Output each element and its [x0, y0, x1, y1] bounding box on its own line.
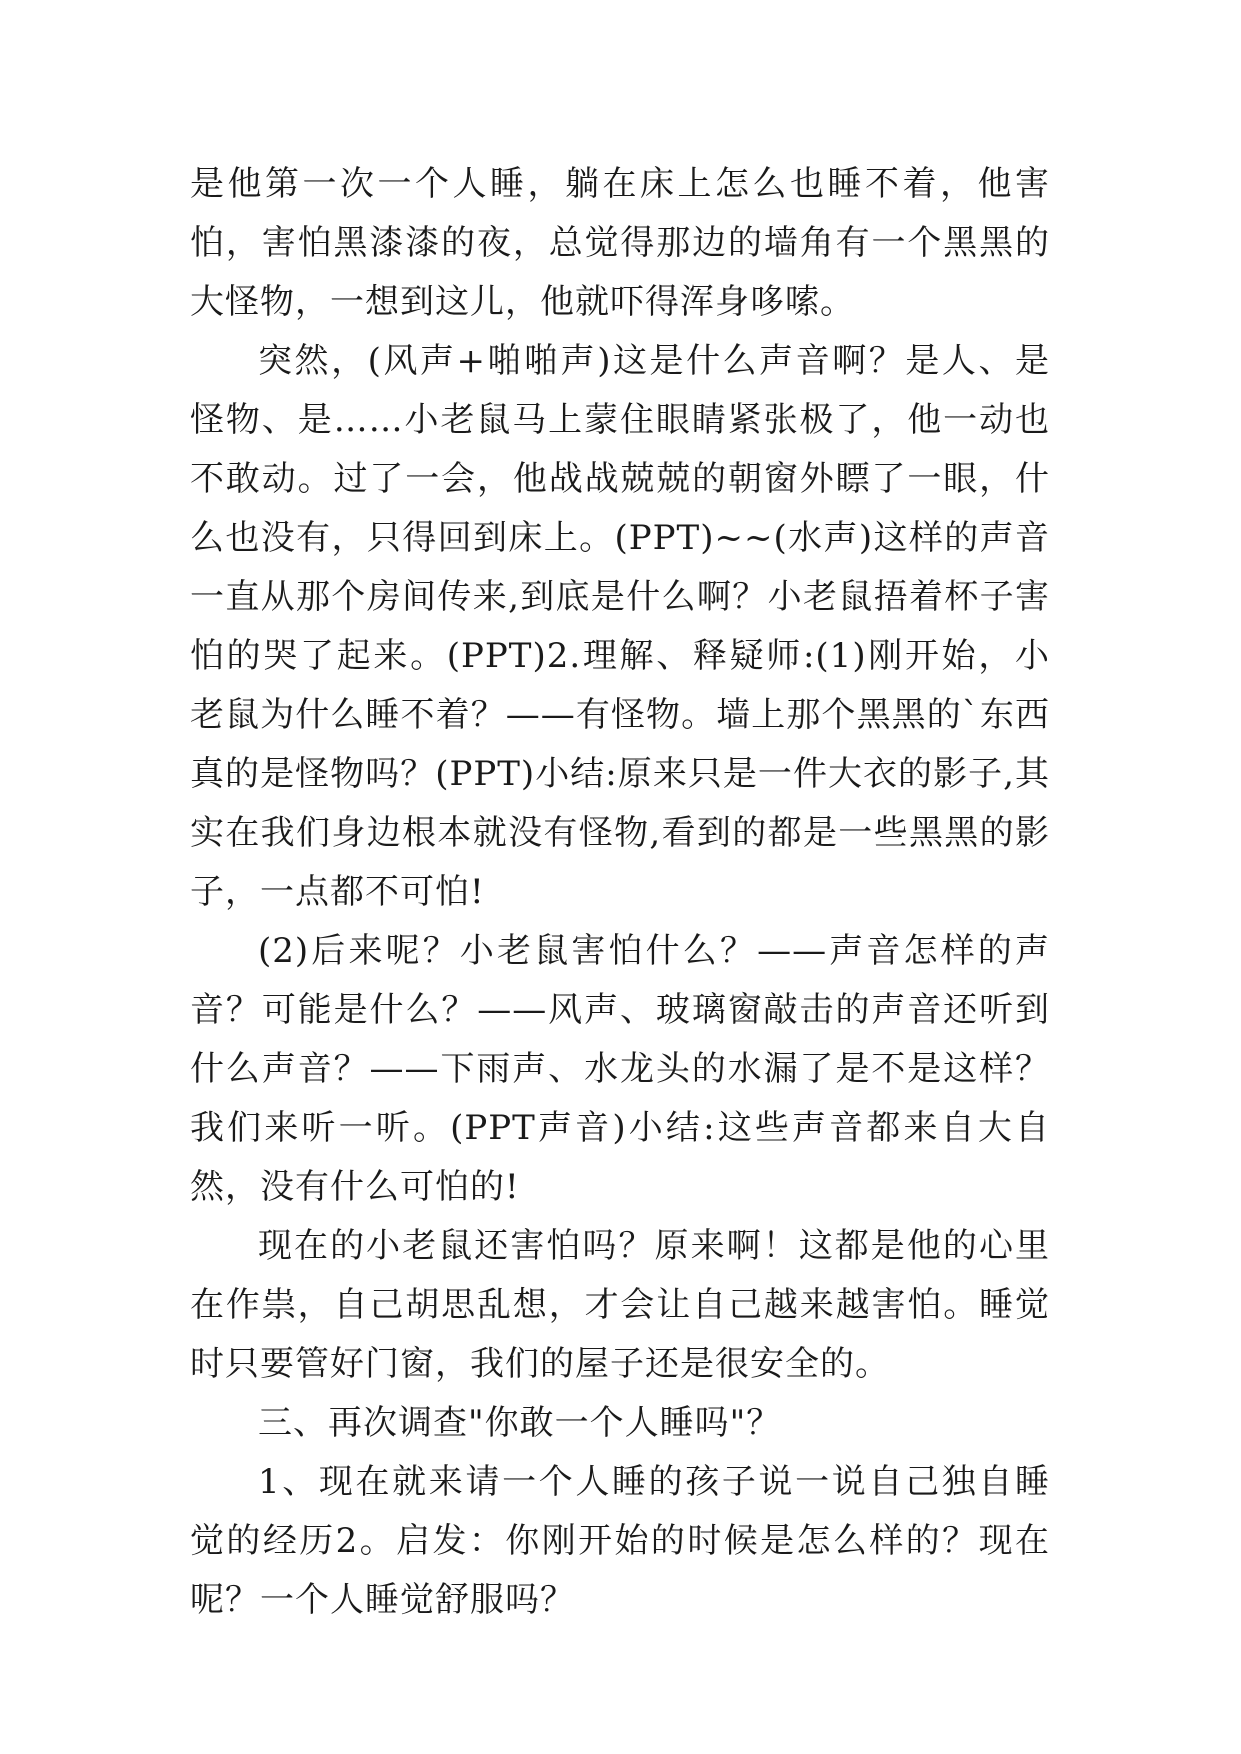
paragraph-5: 三、再次调查"你敢一个人睡吗"？	[258, 1403, 782, 1443]
paragraph-6: 1、现在就来请一个人睡的孩子说一说自己独自睡觉的经历2。启发：你刚开始的时候是怎么样的？现在呢？一个人睡觉舒服吗？	[190, 1462, 1050, 1620]
paragraph-3: (2)后来呢？小老鼠害怕什么？——声音怎样的声音？可能是什么？——风声、玻璃窗敲击的声音还听到什么声音？——下雨声、水龙头的水漏了是不是这样？我们来听一听。(PPT声音)小结:这些声音都来自大自然，没有什么可怕的!	[190, 931, 1050, 1207]
document-body	[190, 155, 1050, 1630]
paragraph-1: 是他第一次一个人睡，躺在床上怎么也睡不着，他害怕，害怕黑漆漆的夜，总觉得那边的墙角有一个黑黑的大怪物，一想到这儿，他就吓得浑身哆嗦。	[190, 164, 1050, 322]
paragraph-4: 现在的小老鼠还害怕吗？原来啊！这都是他的心里在作祟，自己胡思乱想，才会让自己越来越害怕。睡觉时只要管好门窗，我们的屋子还是很安全的。	[190, 1226, 1050, 1384]
paragraph-2: 突然，(风声+啪啪声)这是什么声音啊？是人、是怪物、是……小老鼠马上蒙住眼睛紧张极了，他一动也不敢动。过了一会，他战战兢兢的朝窗外瞟了一眼，什么也没有，只得回到床上。(PPT)~~(水声)这样的声音一直从那个房间传来,到底是什么啊？小老鼠捂着杯子害怕的哭了起来。(PPT)2.理解、释疑师:(1)刚开始，小老鼠为什么睡不着？——有怪物。墙上那个黑黑的`东西真的是怪物吗？(PPT)小结:原来只是一件大衣的影子,其实在我们身边根本就没有怪物,看到的都是一些黑黑的影子，一点都不可怕!	[190, 341, 1050, 912]
